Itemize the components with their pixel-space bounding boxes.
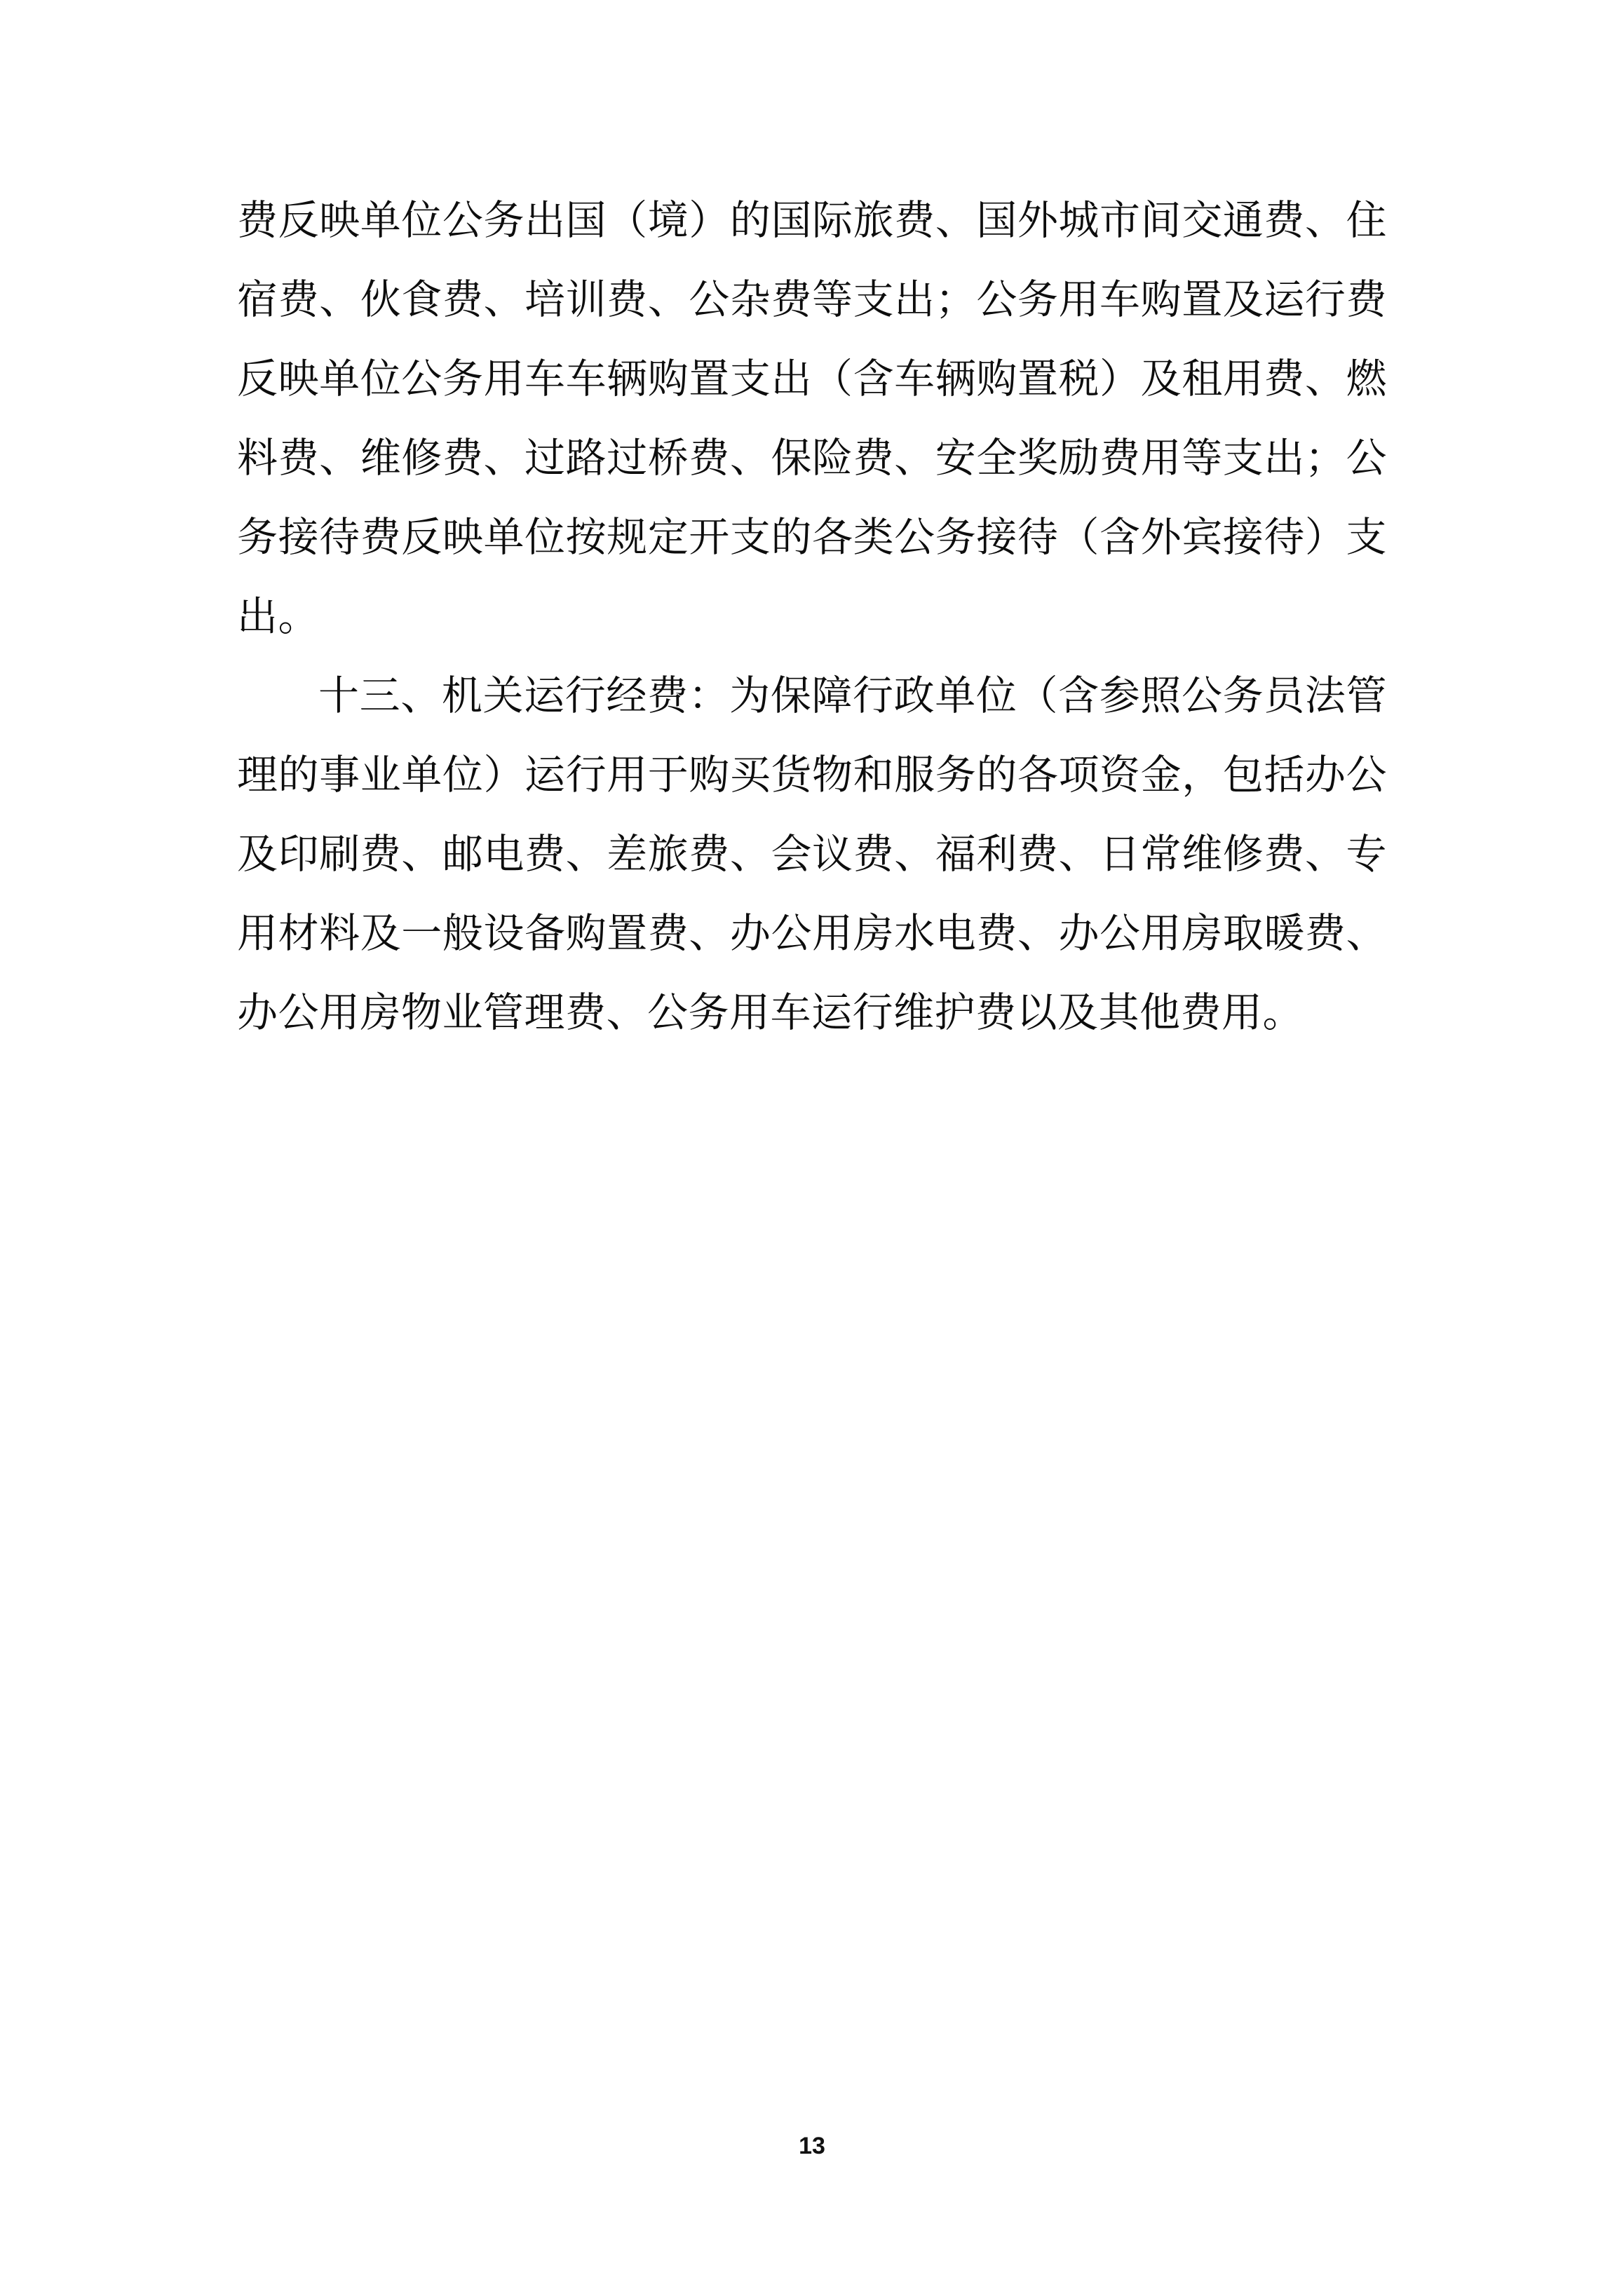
paragraph-continuation: 费反映单位公务出国（境）的国际旅费、国外城市间交通费、住宿费、伙食费、培训费、公杂费等支出；公务用车购置及运行费反映单位公务用车车辆购置支出（含车辆购置税）及租用费、燃料费、维修费、过路过桥费、保险费、安全奖励费用等支出；公务接待费反映单位按规定开支的各类公务接待（含外宾接待）支出。 [237,198,1387,639]
page-number: 13 [799,2133,825,2159]
document-body [237,181,1387,1052]
paragraph-item-thirteen: 十三、机关运行经费：为保障行政单位（含参照公务员法管理的事业单位）运行用于购买货物和服务的各项资金，包括办公及印刷费、邮电费、差旅费、会议费、福利费、日常维修费、专用材料及一般设备购置费、办公用房水电费、办公用房取暖费、办公用房物业管理费、公务用车运行维护费以及其他费用。 [237,673,1387,1035]
